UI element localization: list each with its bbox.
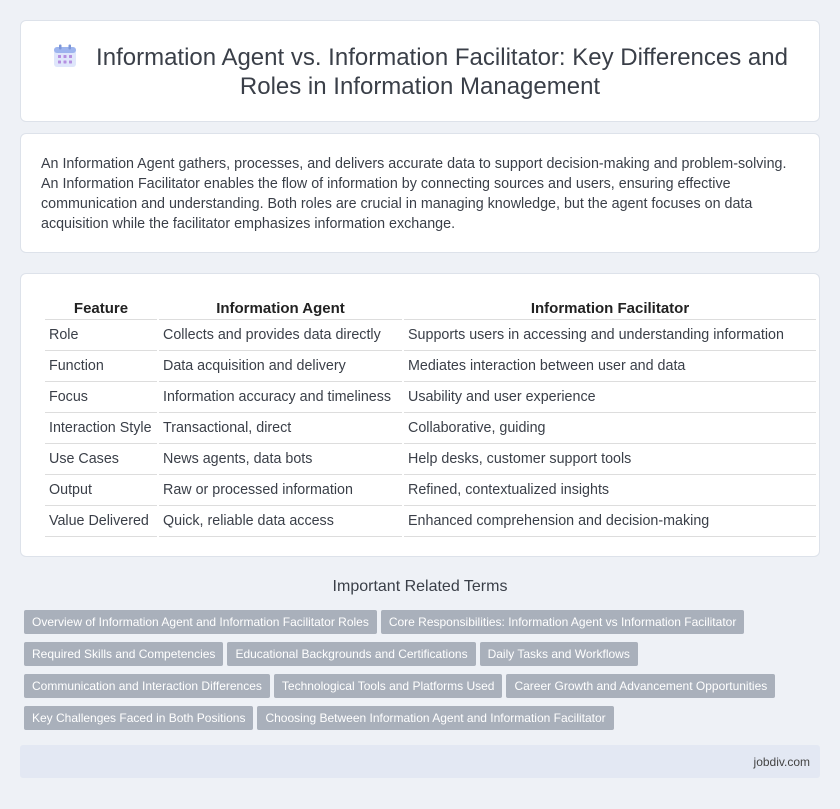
comparison-table: [43, 295, 818, 537]
page-title-text: Information Agent vs. Information Facilitator: Key Differences and Roles in Information Management: [96, 44, 788, 100]
facilitator-cell: Mediates interaction between user and data: [404, 351, 816, 382]
table-row: [45, 444, 816, 475]
header-card: [20, 20, 820, 122]
agent-cell: Data acquisition and delivery: [159, 351, 402, 382]
related-term-tag[interactable]: Key Challenges Faced in Both Positions: [24, 706, 253, 730]
feature-cell: Function: [45, 351, 157, 382]
table-row: [45, 351, 816, 382]
agent-cell: Raw or processed information: [159, 475, 402, 506]
table-row: [45, 413, 816, 444]
feature-cell: Use Cases: [45, 444, 157, 475]
feature-cell: Output: [45, 475, 157, 506]
table-row: [45, 382, 816, 413]
table-row: [45, 506, 816, 537]
related-term-tag[interactable]: Daily Tasks and Workflows: [480, 642, 638, 666]
footer-site[interactable]: jobdiv.com: [753, 755, 810, 769]
related-term-tag[interactable]: Career Growth and Advancement Opportunities: [506, 674, 775, 698]
related-terms-row: [24, 674, 824, 706]
related-term-tag[interactable]: Communication and Interaction Differences: [24, 674, 270, 698]
facilitator-cell: Help desks, customer support tools: [404, 444, 816, 475]
feature-cell: Role: [45, 320, 157, 351]
facilitator-cell: Enhanced comprehension and decision-making: [404, 506, 816, 537]
table-row: [45, 320, 816, 351]
facilitator-cell: Refined, contextualized insights: [404, 475, 816, 506]
related-terms-row: [24, 642, 824, 674]
related-terms-list: [24, 610, 824, 738]
feature-cell: Value Delivered: [45, 506, 157, 537]
column-header-facilitator: Information Facilitator: [404, 295, 816, 320]
column-header-feature: Feature: [45, 295, 157, 320]
facilitator-cell: Usability and user experience: [404, 382, 816, 413]
related-terms-row: [24, 610, 824, 642]
related-term-tag[interactable]: Educational Backgrounds and Certifications: [227, 642, 475, 666]
feature-cell: Interaction Style: [45, 413, 157, 444]
page-title: [51, 43, 789, 101]
calendar-icon: [52, 43, 78, 69]
column-header-agent: Information Agent: [159, 295, 402, 320]
facilitator-cell: Supports users in accessing and understanding information: [404, 320, 816, 351]
table-header-row: [45, 295, 816, 320]
feature-cell: Focus: [45, 382, 157, 413]
intro-text: An Information Agent gathers, processes, and delivers accurate data to support decision-making and problem-solving. An Information Facilitator enables the flow of information by connecting sources and users, ensuring effective communication and understanding. Both roles are crucial in managing knowledge, but the agent focuses on data acquisition while the facilitator emphasizes information exchange.: [41, 156, 787, 232]
comparison-card: [20, 273, 820, 557]
related-term-tag[interactable]: Required Skills and Competencies: [24, 642, 223, 666]
agent-cell: News agents, data bots: [159, 444, 402, 475]
agent-cell: Transactional, direct: [159, 413, 402, 444]
related-terms-row: [24, 706, 824, 738]
related-terms-title: Important Related Terms: [332, 578, 508, 595]
intro-card: [20, 133, 820, 253]
related-term-tag[interactable]: Technological Tools and Platforms Used: [274, 674, 503, 698]
footer: [20, 745, 820, 778]
facilitator-cell: Collaborative, guiding: [404, 413, 816, 444]
table-row: [45, 475, 816, 506]
agent-cell: Quick, reliable data access: [159, 506, 402, 537]
related-term-tag[interactable]: Overview of Information Agent and Information Facilitator Roles: [24, 610, 377, 634]
agent-cell: Collects and provides data directly: [159, 320, 402, 351]
related-term-tag[interactable]: Core Responsibilities: Information Agent vs Information Facilitator: [381, 610, 745, 634]
agent-cell: Information accuracy and timeliness: [159, 382, 402, 413]
related-term-tag[interactable]: Choosing Between Information Agent and Information Facilitator: [257, 706, 613, 730]
